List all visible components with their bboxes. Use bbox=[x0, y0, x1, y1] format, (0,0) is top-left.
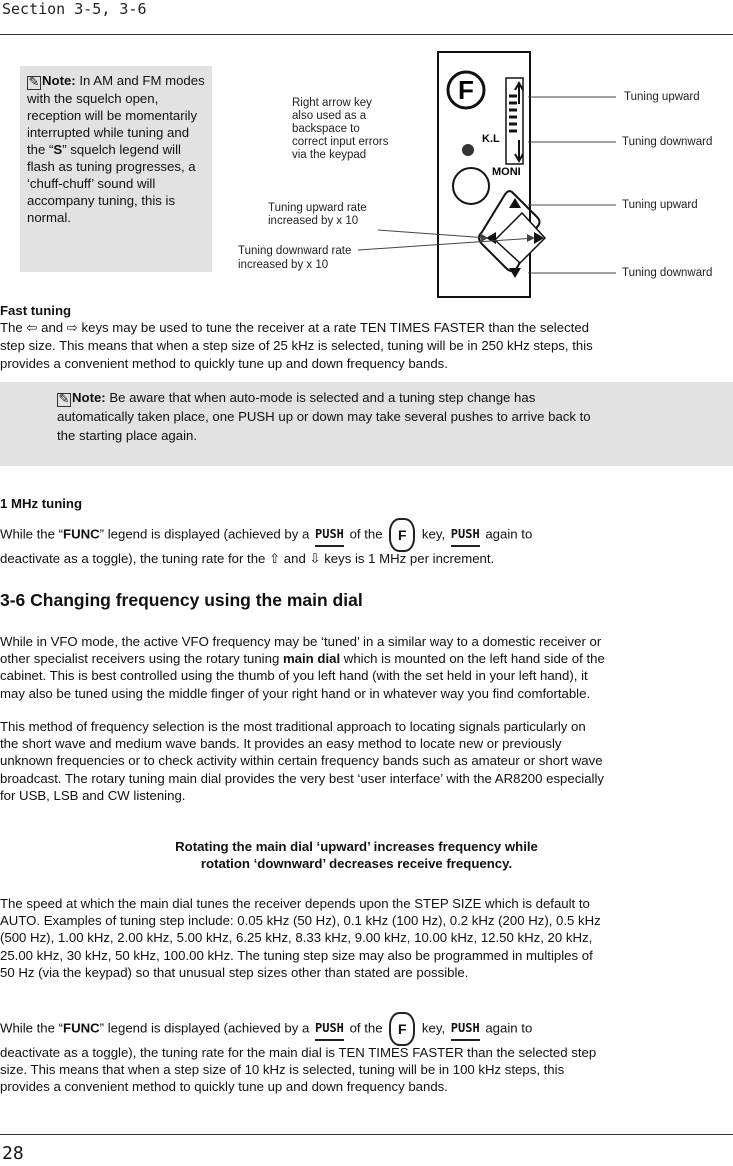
down-arrow-icon: ⇩ bbox=[309, 552, 321, 567]
label-tuning-downward-1: Tuning downward bbox=[622, 136, 713, 148]
svg-text:increased by x 10: increased by x 10 bbox=[238, 259, 329, 271]
push-glyph: PUSH bbox=[315, 1018, 344, 1041]
svg-text:Tuning downward rate: Tuning downward rate bbox=[238, 245, 352, 257]
dial-graphic bbox=[506, 78, 523, 164]
callout-down-rate bbox=[238, 245, 351, 271]
kl-key bbox=[462, 144, 474, 156]
note-icon: ✎ bbox=[58, 392, 70, 407]
paragraph-func-dial-line-1: While the “FUNC” legend is displayed (achieved by a PUSH of the F key, PUSH again to bbox=[0, 1012, 733, 1046]
dial-direction-note: Rotating the main dial ‘upward’ increases frequency while rotation ‘downward’ decreases receive frequency. bbox=[175, 839, 538, 872]
paragraph-method: This method of frequency selection is the most traditional approach to locating signals particularly on the short wave and medium wave bands. It provides an easy method to locate new or previously unknown frequencies or to check activity within certain frequency bands such as amateur or short wave broadcast. The rotary tuning main dial provides the very best ‘user interface’ with the AR8200 especially for USB, LSB and CW listening. bbox=[0, 719, 605, 803]
note-squelch: ✎ Note: In AM and FM modes with the squelch open, reception will be momentarily interrupted while tuning and the “S” squelch legend will flash as tuning progresses, a ‘chuff-chuff’ sound will accompany tuning, this is normal. bbox=[20, 66, 212, 272]
paragraph-func-dial-rest: deactivate as a toggle), the tuning rate for the main dial is TEN TIMES FASTER than the selected step size. This means that when a step size of 10 kHz is selected, tuning will be in 100 kHz steps, this provides a convenient method to quickly tune up and down frequency bands. bbox=[0, 1045, 597, 1095]
fast-tuning-heading: Fast tuning bbox=[0, 303, 72, 318]
note-label: Note: bbox=[42, 73, 76, 88]
callout-right-arrow bbox=[292, 97, 389, 161]
svg-text:via the keypad: via the keypad bbox=[292, 149, 367, 161]
callout-up-rate bbox=[268, 202, 367, 227]
right-arrow-icon: ⇨ bbox=[66, 321, 78, 337]
fast-tuning-section: Fast tuning The ⇦ and ⇨ keys may be used to tune the receiver at a rate TEN TIMES FASTER than the selected step size. This means that when a step size of 25 kHz is selected, tuning will be in 250 kHz steps, this provides a convenient method to quickly tune up and down frequency bands. bbox=[0, 303, 593, 371]
svg-text:correct input errors: correct input errors bbox=[292, 136, 389, 148]
svg-text:Right arrow key: Right arrow key bbox=[292, 97, 372, 109]
svg-text:backspace to: backspace to bbox=[292, 123, 360, 135]
f-key-icon: F bbox=[389, 1012, 415, 1046]
kl-label: K.L bbox=[482, 133, 500, 145]
footer-rule bbox=[0, 1134, 733, 1135]
label-tuning-downward-2: Tuning downward bbox=[622, 267, 713, 279]
mhz-heading: 1 MHz tuning bbox=[0, 496, 83, 511]
note-label: Note: bbox=[72, 390, 106, 405]
svg-text:also used as a: also used as a bbox=[292, 110, 367, 122]
f-key-label: F bbox=[458, 75, 474, 105]
keypad-diagram bbox=[230, 48, 733, 300]
f-key-icon: F bbox=[389, 518, 415, 552]
moni-label: MONI bbox=[492, 166, 521, 178]
push-glyph: PUSH bbox=[451, 524, 480, 547]
moni-key bbox=[453, 168, 489, 204]
paragraph-step-size: The speed at which the main dial tunes the receiver depends upon the STEP SIZE which is default to AUTO. Examples of tuning step include: 0.05 kHz (50 Hz), 0.1 kHz (100 Hz), 0.2 kHz (200 Hz), 0.5 kHz (500 Hz), 1.00 kHz, 2.00 kHz, 5.00 kHz, 6.25 kHz, 8.33 kHz, 9.00 kHz, 10.00 kHz, 12.50 kHz, 20 kHz, 25.00 kHz, 30 kHz, 50 kHz, 100.00 kHz. The tuning step size may also be programmed in multiples of 50 Hz (via the keypad) so that unusual step sizes other than stated are possible. bbox=[0, 896, 601, 980]
header-rule bbox=[0, 34, 733, 35]
svg-text:increased by x 10: increased by x 10 bbox=[268, 215, 359, 227]
page-number: 28 bbox=[2, 1143, 24, 1164]
push-glyph: PUSH bbox=[315, 524, 344, 547]
section-3-6-heading: 3-6 Changing frequency using the main dial bbox=[0, 590, 363, 610]
up-arrow-icon: ⇧ bbox=[269, 552, 281, 567]
section-header: Section 3-5, 3-6 bbox=[2, 0, 147, 18]
note-auto-mode: ✎ Note: Be aware that when auto-mode is selected and a tuning step change has automatically taken place, one PUSH up or down may take several pushes to arrive back to the starting place again. bbox=[0, 382, 733, 466]
mhz-line-2: deactivate as a toggle), the tuning rate for the ⇧ and ⇩ keys is 1 MHz per increment. bbox=[0, 551, 495, 567]
label-tuning-upward-2: Tuning upward bbox=[622, 199, 698, 211]
label-tuning-upward-1: Tuning upward bbox=[624, 91, 700, 103]
left-arrow-icon: ⇦ bbox=[26, 321, 38, 337]
func-legend: FUNC bbox=[63, 526, 100, 542]
note-icon: ✎ bbox=[28, 75, 40, 90]
push-glyph: PUSH bbox=[451, 1018, 480, 1041]
paragraph-vfo: While in VFO mode, the active VFO frequency may be ‘tuned’ in a similar way to a domestic receiver or other specialist receivers using the rotary tuning main dial which is mounted on the left hand side of the cabinet. This is best controlled using the thumb of you left hand (with the set held in your left hand), it may also be tuned using the middle finger of your right hand or in whatever way you find comfortable. bbox=[0, 634, 605, 701]
svg-text:Tuning upward rate: Tuning upward rate bbox=[268, 202, 367, 214]
mhz-line-1: While the “FUNC” legend is displayed (achieved by a PUSH of the F key, PUSH again to bbox=[0, 518, 733, 552]
